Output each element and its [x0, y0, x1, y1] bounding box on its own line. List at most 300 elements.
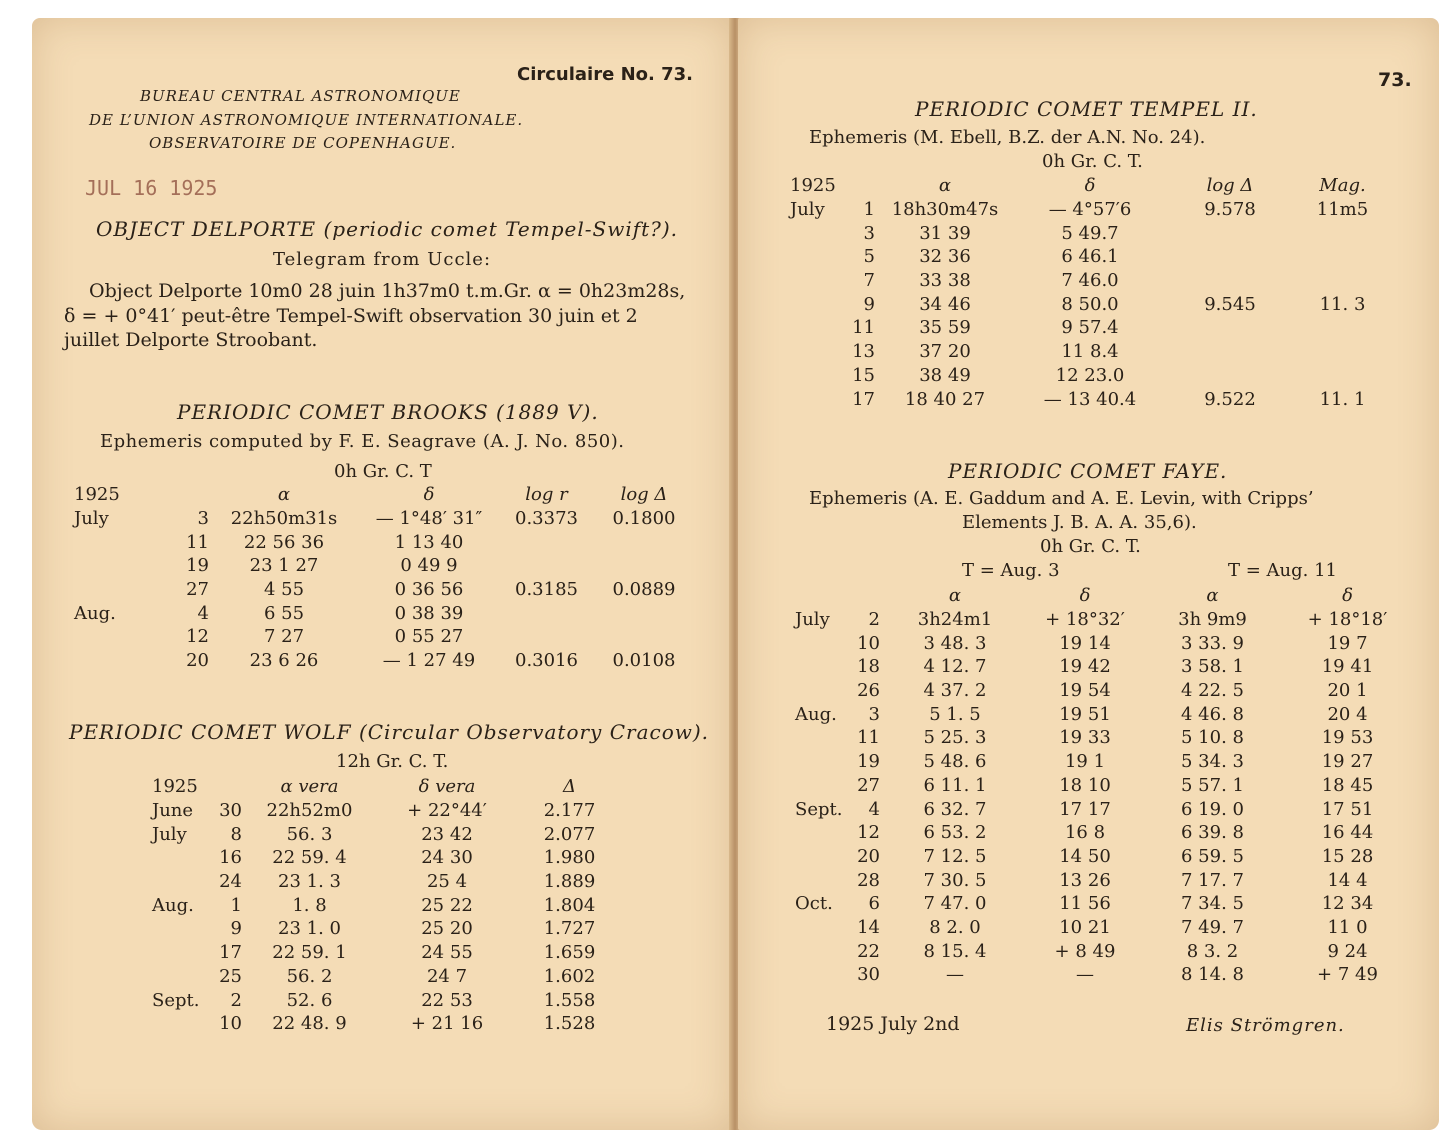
table-cell: 7 49. 7 [1181, 916, 1244, 938]
table-row [790, 387, 1390, 411]
table-cell: 6 59. 5 [1181, 845, 1244, 867]
table-header-row [795, 584, 1410, 608]
faye-time: 0h Gr. C. T. [1040, 536, 1141, 557]
table-header-cell [850, 584, 880, 608]
table-cell: 56. 3 [286, 823, 333, 845]
table-cell [1165, 269, 1295, 293]
table-cell: 27 [857, 774, 880, 796]
table-row [152, 917, 622, 941]
table-cell: 2.077 [543, 823, 596, 845]
table-cell: 37 20 [919, 341, 971, 363]
table-cell: 22 59. 1 [272, 942, 347, 964]
table-cell: 13 26 [1059, 869, 1111, 891]
table-cell: 0 49 9 [400, 555, 458, 577]
table-cell: Sept. [795, 798, 843, 820]
table-cell [790, 245, 840, 269]
table-cell: 15 [852, 364, 875, 386]
table-cell [790, 387, 840, 411]
table-cell [1295, 269, 1390, 293]
brooks-time: 0h Gr. C. T [334, 461, 432, 482]
table-cell [594, 530, 694, 554]
table-row [152, 1012, 622, 1036]
table-cell: 7 12. 5 [923, 845, 987, 867]
table-header-cell: δ [1342, 585, 1353, 607]
wolf-time: 12h Gr. C. T. [336, 751, 449, 772]
table-cell: 4 [197, 602, 209, 624]
table-row [790, 364, 1390, 388]
table-cell: + 22°44′ [407, 800, 487, 822]
table-cell: 22 48. 9 [272, 1013, 347, 1035]
table-cell: 11 [852, 317, 875, 339]
table-header-cell: log r [525, 484, 568, 506]
faye-ephemeris-line-2: Elements J. B. A. A. 35,6). [962, 512, 1197, 533]
table-cell: 19 41 [1321, 656, 1374, 678]
table-cell: 19 53 [1321, 727, 1374, 749]
table-cell [152, 846, 207, 870]
table-cell: 12 [186, 626, 209, 648]
table-header-cell: 1925 [790, 175, 836, 197]
table-cell: 0 38 39 [394, 602, 464, 624]
table-cell [74, 530, 124, 554]
table-cell: 1.558 [543, 989, 596, 1011]
table-header-cell [795, 584, 850, 608]
table-cell: 17 51 [1321, 798, 1374, 820]
table-cell: 26 [857, 680, 880, 702]
table-cell: 18h30m47s [891, 199, 999, 221]
table-cell [499, 530, 594, 554]
table-cell: 19 [186, 555, 209, 577]
table-cell: 0.3185 [515, 579, 578, 601]
table-cell: 7 27 [263, 626, 305, 648]
table-cell: 6 39. 8 [1181, 822, 1244, 844]
table-cell: 24 [219, 871, 242, 893]
table-cell: 7 34. 5 [1181, 893, 1244, 915]
table-cell: 9.545 [1204, 293, 1256, 315]
table-cell: Aug. [152, 894, 194, 916]
table-cell [152, 941, 207, 965]
table-cell [795, 963, 850, 987]
table-cell: 22 59. 4 [272, 847, 347, 869]
table-cell: 16 [219, 847, 242, 869]
table-cell: 7 30. 5 [923, 869, 987, 891]
table-cell [152, 1012, 207, 1036]
table-cell: 3 [863, 222, 875, 244]
table-cell: — 4°57′6 [1048, 199, 1132, 221]
table-cell [790, 269, 840, 293]
table-cell: 6 [868, 893, 880, 915]
table-row [795, 797, 1410, 821]
table-cell [594, 601, 694, 625]
table-cell: 3 58. 1 [1181, 656, 1244, 678]
table-cell: 22 56 36 [243, 531, 325, 553]
table-cell: 19 33 [1059, 727, 1111, 749]
date-stamp: JUL 16 1925 [85, 176, 218, 200]
table-row [795, 963, 1410, 987]
table-cell: 5 57. 1 [1181, 774, 1244, 796]
table-cell [790, 316, 840, 340]
table-cell: + 7 49 [1317, 964, 1378, 986]
table-cell: 8 [230, 823, 242, 845]
table-cell: 3h 9m9 [1178, 609, 1247, 631]
bureau-line-1: BUREAU CENTRAL ASTRONOMIQUE [140, 87, 461, 105]
table-cell: 22h52m0 [266, 800, 353, 822]
table-cell: 20 4 [1327, 703, 1368, 725]
table-cell: 24 7 [426, 965, 468, 987]
table-cell [1295, 245, 1390, 269]
table-cell: 17 17 [1059, 798, 1111, 820]
table-cell: 0 36 56 [394, 579, 464, 601]
tempel-time: 0h Gr. C. T. [1042, 151, 1143, 172]
tempel-ephemeris: Ephemeris (M. Ebell, B.Z. der A.N. No. 24). [809, 127, 1206, 148]
table-cell: 31 39 [919, 222, 971, 244]
table-cell: 0.3016 [515, 650, 578, 672]
table-cell [1165, 340, 1295, 364]
table-cell: 3 33. 9 [1181, 632, 1244, 654]
table-cell: 5 49.7 [1061, 222, 1119, 244]
table-row [790, 292, 1390, 316]
table-row [74, 530, 694, 554]
table-row [795, 679, 1410, 703]
table-row [74, 507, 694, 531]
table-cell: 19 1 [1064, 751, 1106, 773]
table-header-row [152, 775, 622, 799]
table-header-cell: 1925 [152, 776, 198, 798]
table-row [74, 554, 694, 578]
table-header-cell [124, 483, 209, 507]
table-cell: 1.727 [543, 918, 596, 940]
table-cell: 8 50.0 [1061, 293, 1119, 315]
table-cell [1295, 221, 1390, 245]
tempel-title: PERIODIC COMET TEMPEL II. [915, 97, 1258, 121]
table-cell: 6 53. 2 [923, 822, 987, 844]
table-cell: 56. 2 [286, 965, 333, 987]
table-cell: 10 [219, 1013, 242, 1035]
table-cell: 7 [863, 270, 875, 292]
table-cell: 6 19. 0 [1181, 798, 1244, 820]
table-cell: 14 50 [1059, 845, 1111, 867]
bureau-line-2: DE L’UNION ASTRONOMIQUE INTERNATIONALE. [89, 111, 524, 129]
table-cell: 8 14. 8 [1181, 964, 1244, 986]
table-cell: 0.3373 [515, 508, 578, 530]
table-cell: 22 53 [421, 989, 473, 1011]
table-cell: 23 6 26 [249, 650, 319, 672]
table-cell: 24 55 [421, 942, 473, 964]
table-cell [1295, 340, 1390, 364]
table-cell: 4 46. 8 [1181, 703, 1244, 725]
table-row [74, 601, 694, 625]
table-header-cell: Δ [563, 776, 576, 798]
table-cell: Aug. [74, 602, 116, 624]
table-cell [499, 625, 594, 649]
wolf-title: PERIODIC COMET WOLF (Circular Observatory Cracow). [69, 720, 710, 744]
table-header-cell: δ [1084, 175, 1096, 197]
wolf-ephemeris-table [152, 775, 622, 1036]
table-header-cell: log Δ [620, 484, 668, 506]
table-cell: 4 37. 2 [923, 680, 987, 702]
table-cell: 10 [857, 632, 880, 654]
table-header-cell: α [938, 175, 952, 197]
table-cell [795, 655, 850, 679]
table-cell [795, 868, 850, 892]
table-cell [795, 726, 850, 750]
table-cell: 9 [230, 918, 242, 940]
table-cell: 4 55 [263, 579, 305, 601]
table-row [790, 198, 1390, 222]
table-cell: 5 10. 8 [1181, 727, 1244, 749]
table-row [795, 702, 1410, 726]
table-cell: 18 [857, 656, 880, 678]
table-cell: 20 1 [1327, 680, 1368, 702]
table-cell: — 13 40.4 [1043, 388, 1137, 410]
table-cell: 16 8 [1064, 822, 1106, 844]
table-cell: 35 59 [919, 317, 971, 339]
table-cell [795, 774, 850, 798]
circular-number: Circulaire No. 73. [517, 64, 694, 85]
table-cell [74, 554, 124, 578]
table-cell [795, 631, 850, 655]
table-cell: 7 46.0 [1061, 270, 1119, 292]
faye-t1: T = Aug. 3 [962, 560, 1060, 581]
table-cell: Sept. [152, 989, 200, 1011]
table-cell: Oct. [795, 893, 833, 915]
table-row [795, 939, 1410, 963]
table-cell: 19 42 [1059, 656, 1111, 678]
table-cell: 3 [197, 508, 209, 530]
table-cell: 9 [863, 293, 875, 315]
table-cell: 1.602 [543, 965, 596, 987]
table-header-row [74, 483, 694, 507]
faye-t2: T = Aug. 11 [1228, 560, 1337, 581]
table-cell [1165, 364, 1295, 388]
table-header-cell: α [948, 585, 962, 607]
table-header-cell: α [277, 484, 291, 506]
faye-ephemeris-line-1: Ephemeris (A. E. Gaddum and A. E. Levin, with Cripps’ [809, 488, 1314, 509]
delporte-title: OBJECT DELPORTE (periodic comet Tempel-Swift?). [96, 217, 679, 241]
table-row [152, 893, 622, 917]
table-cell: 3 48. 3 [923, 632, 987, 654]
table-cell: 9 24 [1327, 940, 1368, 962]
table-header-cell: 1925 [74, 484, 120, 506]
bureau-line-3: OBSERVATOIRE DE COPENHAGUE. [149, 134, 457, 152]
table-cell: 9.578 [1204, 199, 1256, 221]
table-header-cell [840, 174, 875, 198]
table-row [790, 316, 1390, 340]
table-cell: 18 45 [1321, 774, 1374, 796]
table-cell: 6 32. 7 [923, 798, 987, 820]
table-row [795, 892, 1410, 916]
table-row [795, 655, 1410, 679]
table-cell: 13 [852, 341, 875, 363]
table-row [152, 988, 622, 1012]
table-cell: 11 0 [1327, 916, 1368, 938]
table-cell: 19 [857, 751, 880, 773]
table-cell [790, 292, 840, 316]
table-row [74, 578, 694, 602]
table-cell: 16 44 [1321, 822, 1374, 844]
table-row [74, 625, 694, 649]
table-cell: 4 12. 7 [923, 656, 987, 678]
table-cell: 1 13 40 [394, 531, 464, 553]
table-row [795, 868, 1410, 892]
table-row [74, 649, 694, 673]
table-cell: July [152, 823, 187, 845]
table-row [795, 608, 1410, 632]
table-cell: July [795, 609, 830, 631]
table-cell [790, 340, 840, 364]
table-cell: 52. 6 [286, 989, 333, 1011]
table-cell: June [152, 800, 194, 822]
table-cell: 17 [219, 942, 242, 964]
table-header-cell [207, 775, 242, 799]
faye-title: PERIODIC COMET FAYE. [948, 459, 1228, 483]
table-cell: 19 27 [1321, 751, 1374, 773]
table-cell: 14 [857, 916, 880, 938]
table-cell: 7 17. 7 [1181, 869, 1244, 891]
table-header-cell: Mag. [1319, 175, 1366, 197]
table-cell [1295, 316, 1390, 340]
table-cell: 4 [868, 798, 880, 820]
table-cell: 5 34. 3 [1181, 751, 1244, 773]
table-cell [1165, 316, 1295, 340]
table-cell: 11 8.4 [1061, 341, 1119, 363]
table-cell: 12 [857, 822, 880, 844]
table-row [795, 750, 1410, 774]
table-cell: 20 [857, 845, 880, 867]
table-row [152, 870, 622, 894]
table-cell: 23 1 27 [249, 555, 319, 577]
table-cell: 5 48. 6 [923, 751, 987, 773]
table-cell: + 18°18′ [1307, 609, 1388, 631]
table-cell: 30 [857, 964, 880, 986]
table-cell [1165, 221, 1295, 245]
table-row [790, 245, 1390, 269]
table-cell [74, 625, 124, 649]
table-cell: 1.980 [543, 847, 596, 869]
table-cell: 6 46.1 [1061, 246, 1119, 268]
table-cell: 1.804 [543, 894, 596, 916]
table-cell: 12 34 [1321, 893, 1374, 915]
table-cell: 25 20 [421, 918, 473, 940]
table-cell: 1.659 [543, 942, 596, 964]
table-cell: 10 21 [1059, 916, 1111, 938]
table-cell [795, 679, 850, 703]
table-cell: 5 25. 3 [923, 727, 987, 749]
table-header-cell: δ [1079, 585, 1091, 607]
table-cell: 4 22. 5 [1181, 680, 1244, 702]
table-cell: 33 38 [919, 270, 971, 292]
table-cell [790, 221, 840, 245]
table-cell: 17 [852, 388, 875, 410]
table-cell: + 21 16 [410, 1013, 484, 1035]
table-cell [499, 601, 594, 625]
table-cell: 14 4 [1327, 869, 1368, 891]
table-cell: 19 7 [1327, 632, 1368, 654]
table-cell [594, 554, 694, 578]
table-cell [74, 649, 124, 673]
table-row [152, 965, 622, 989]
delporte-line-2: δ = + 0°41′ peut-être Tempel-Swift observation 30 juin et 2 [64, 305, 638, 327]
table-cell: 11 [857, 727, 880, 749]
signature: Elis Strömgren. [1186, 1015, 1345, 1036]
table-cell: 3h24m1 [917, 609, 993, 631]
table-cell: 5 1. 5 [929, 703, 981, 725]
table-header-cell: δ [423, 484, 435, 506]
table-header-cell: δ vera [418, 776, 476, 798]
table-cell [790, 364, 840, 388]
table-cell: 1. 8 [292, 894, 327, 916]
table-cell: 0.1800 [612, 508, 676, 530]
table-cell: 19 14 [1059, 632, 1111, 654]
table-cell [795, 750, 850, 774]
delporte-line-1: Object Delporte 10m0 28 juin 1h37m0 t.m.Gr. α = 0h23m28s, [89, 280, 686, 302]
table-cell: 2 [230, 989, 242, 1011]
table-cell [499, 554, 594, 578]
table-cell: 15 28 [1321, 845, 1374, 867]
table-cell: 8 2. 0 [929, 916, 981, 938]
table-header-cell: log Δ [1206, 175, 1254, 197]
brooks-title: PERIODIC COMET BROOKS (1889 V). [177, 400, 599, 424]
table-row [790, 221, 1390, 245]
table-cell: 25 4 [426, 871, 468, 893]
table-cell [795, 845, 850, 869]
table-header-cell: α vera [280, 776, 339, 798]
table-cell [152, 965, 207, 989]
table-cell: 9 57.4 [1061, 317, 1119, 339]
table-row [795, 845, 1410, 869]
table-cell [594, 625, 694, 649]
table-cell: 34 46 [919, 293, 971, 315]
table-cell: 12 23.0 [1055, 364, 1125, 386]
table-cell: 25 22 [421, 894, 473, 916]
table-cell: 1.528 [543, 1013, 596, 1035]
table-cell: 0 55 27 [394, 626, 464, 648]
table-row [152, 822, 622, 846]
table-cell: 1 [863, 199, 875, 221]
table-cell: 5 [863, 246, 875, 268]
table-cell: Aug. [795, 703, 837, 725]
table-cell: 25 [219, 965, 242, 987]
table-cell: 20 [186, 650, 209, 672]
table-row [152, 941, 622, 965]
table-cell: 8 15. 4 [923, 940, 987, 962]
table-cell: 8 3. 2 [1186, 940, 1239, 962]
delporte-subtitle: Telegram from Uccle: [273, 249, 492, 270]
table-row [795, 821, 1410, 845]
table-cell [1165, 245, 1295, 269]
table-cell [74, 578, 124, 602]
table-cell [1295, 364, 1390, 388]
table-header-cell: α [1206, 585, 1219, 607]
table-cell: 9.522 [1204, 388, 1256, 410]
table-cell [152, 870, 207, 894]
table-cell: 11 56 [1059, 893, 1111, 915]
table-cell: 18 10 [1059, 774, 1111, 796]
table-cell: 23 1. 3 [278, 871, 341, 893]
table-cell: + 18°32′ [1045, 609, 1125, 631]
table-cell: 11m5 [1316, 199, 1369, 221]
table-cell: 2 [868, 609, 880, 631]
table-cell: 27 [186, 579, 209, 601]
table-cell [795, 821, 850, 845]
table-cell: 23 42 [421, 823, 473, 845]
table-cell [795, 939, 850, 963]
table-cell: — 1°48′ 31″ [375, 508, 483, 530]
table-cell: 18 40 27 [904, 388, 986, 410]
brooks-ephemeris: Ephemeris computed by F. E. Seagrave (A. J. No. 850). [100, 431, 625, 452]
table-row [790, 269, 1390, 293]
table-cell [795, 916, 850, 940]
table-cell: 1.889 [543, 871, 596, 893]
